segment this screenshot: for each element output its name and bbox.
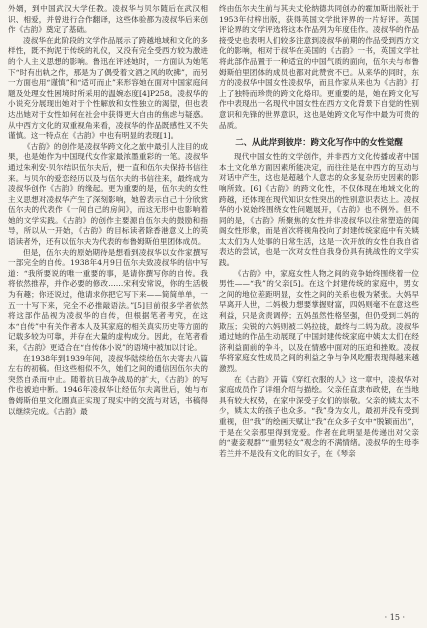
paragraph-l0: 外婿，到中国武汉大学任教。凌叔华与贝尔随后在武汉相识、相爱，并曾进行合作翻译，这些体验都为凌叔华后来创作《古韵》奠定了基础。: [8, 4, 208, 35]
two-column-body: [8, 4, 419, 459]
paragraph-l3: 但是，伍尔夫的原始期待是想看到凌叔华以女作家撰写一部完全的自传。1938年4月9日伍尔夫致凌叔华的信中写道：“我所要说的唯一重要的事，是请你撰写你的自传。我将依然推荐，并作必要的修改……宋利安常说，你的生活极为有趣；你还说过，他请求你把它写下来——简简单单，一五一十写下来，完全不必推敲语法。”[5]目前很多学者依然将这部作品视为凌叔华的自传，但根据笔者考究，在这本“自传”中有关作者本人及其家庭的相关真实历史等方面的记载多较为可靠，并存在大量的虚构成分。因此，在笔者看来，《古韵》更适合在“自传体小说”的语境中被加以讨论。: [8, 247, 208, 352]
right-column: [219, 4, 419, 459]
section-heading: 二、从此岸到彼岸：跨文化写作中的女性觉醒: [235, 137, 403, 148]
paragraph-r1: 现代中国女性的文学创作，并非西方文化传播或者中国本土文化单方面因素所能决定，而往往是在中西方的互动与对话中产生，这也是超越个人意志的众多复杂历史因素的影响所致。[6]《古韵》的跨文化性，不仅体现在地域文化的跨越，还体现在现代知识女性突出的性别意识表达上。凌叔华的小说始终围绕女性问题展开，《古韵》也不例外。但不同的是，《古韵》所聚焦的女性并非凌叔华以往常塑造的闺阁女性形象，而是首次将视角投向了封建传统家庭中有关姨太太们为人处事的日常生活，这是一次开放的女性自我自省表达的尝试，也是一次对女性自我身份具有挑战性的文学实践。: [219, 152, 419, 268]
paragraph-l1: 凌叔华在此阶段的文学作品展示了跨越地域和文化的多样性，既不拘泥于传统的礼仪，又没有完全受西方较为激进的个人主义思想的影响。鲁迅在评述她时，一方面认为她笔下“时有出轨之作，那是为了偶受着文酒之风的吹拂”，而另一方面也用“谨慎”和“适可而止”来形容她在面对中国家庭问题及处理女性困境时所采用的温婉态度[4]P258。凌叔华的小说充分展现出她对于个性解放和女性独立的渴望，但也表达出她对于女性如何在社会中获得更大自由的焦虑与疑惑。从中西方文化的双重视角来看，凌叔华的作品既感性又不失谨慎。这一特点在《古韵》中也有明显的表现[1]。: [8, 35, 208, 141]
left-column: [8, 4, 208, 459]
paragraph-r0: 终由伍尔夫生前与其夫丈伦纳德共同创办的霍加斯出版社于1953年付梓出版，获得英国文学批评界的一片好评。英国评论界的文学评选将这本作品列为年度佳作。凌叔华的作品接受史也表明人们较多注意到凌叔华前期的作品受到西方文化的影响，相对于叔华在美国的《古韵》一书，英国文学社将此部作品置于一种适宜的中国气质的面向，伍尔夫与布鲁姆斯伯里团体的成员也都对此赞赏不已。从来华的同时，东方的凌叔华中国女性凌叔华，而且作家从来也为《古韵》打上了独特而珍贵的跨文化烙印。更重要的是，她在跨文化写作中表现出一名现代中国女性在西方文化背景下自觉的性别意识和先锋的世界意识，这也是她跨文化写作中最为可贵的品质。: [219, 4, 419, 130]
paragraph-r2: 《古韵》中，家庭女性人物之间的竞争始终围绕着一位男性——“我”的父亲[5]。在这个封建传统的家庭中，男女之间的地位差距明显，女性之间的关系也极为紧张。大妈早早离开人世，二妈极力想要掌握财富，四妈则毫不在意这些利益，只是贪责调停；五妈虽然性格坚强，但仍受到二妈的欺压；尖锐的六妈则被二妈拉拢，最终与二妈为敌。凌叔华通过她的作品生动展现了中国封建传统家庭中姨太太们在经济利益面前的争斗，以及在情感中面对的压迫和挫败。凌叔华将家庭女性成员之间的利益之争与争风吃醋表现得越来越激烈。: [219, 268, 419, 373]
paragraph-l2: 《古韵》的创作是凌叔华跨文化之旅中最引人注目的成果，也是她作为中国现代女作家最浓墨重彩的一笔。凌叔华通过朱利安·贝尔结识伍尔夫后，便一直和伍尔夫保持书信往来。与贝尔的爱恋经历以及与伍尔夫的书信往来，最终成为凌叔华创作《古韵》的缘起。更为重要的是，伍尔夫的女性主义思想对凌叔华产生了深刻影响，她曾表示自己十分欣赏伍尔夫的代表作《一间自己的房间》，而这无形中也影响着她的文学实践。《古韵》的创作主要源自伍尔夫的鼓励和指导，所以从一开始，《古韵》的目标读者除香港意义上的英语读者外，还有以伍尔夫为代表的布鲁姆斯伯里团体成员。: [8, 141, 208, 247]
paragraph-l4: 在1938年到1939年间，凌叔华陆续给伍尔夫寄去八篇左右的初稿。但这些相似不久，她们之间的通信因伍尔夫的突然自杀而中止。随着抗日战争战局的扩大，《古韵》的写作也被迫中断。1946年凌叔华让经伍尔夫离世后，她与布鲁姆斯伯里文化圈真正实现了现实中的交流与对话，书稿得以继续完成。《古韵》最: [8, 353, 208, 416]
paragraph-r3: 在《古韵》开篇《穿红衣服的人》这一章中，凌叔华对家庭成员作了详细介绍与描绘。父亲任直隶布政使，在当地具有较大权势，在家中深受子女们的崇敬。父亲的姨太太不少，姨太太的孩子也众多。“我”身为女儿，最初并没有受到重视，但“我”的绘画天赋让“我”在众多子女中“脱颖而出”，于是在父亲那里得到宠爱。作者在此明显是传递出对父亲的“妻妾观群”“重男轻女”观念的不满情绪。凌叔华的生母李若兰并不是没有文化的旧女子，在《琴亲: [219, 374, 419, 458]
page-number: · 15 ·: [384, 613, 405, 622]
